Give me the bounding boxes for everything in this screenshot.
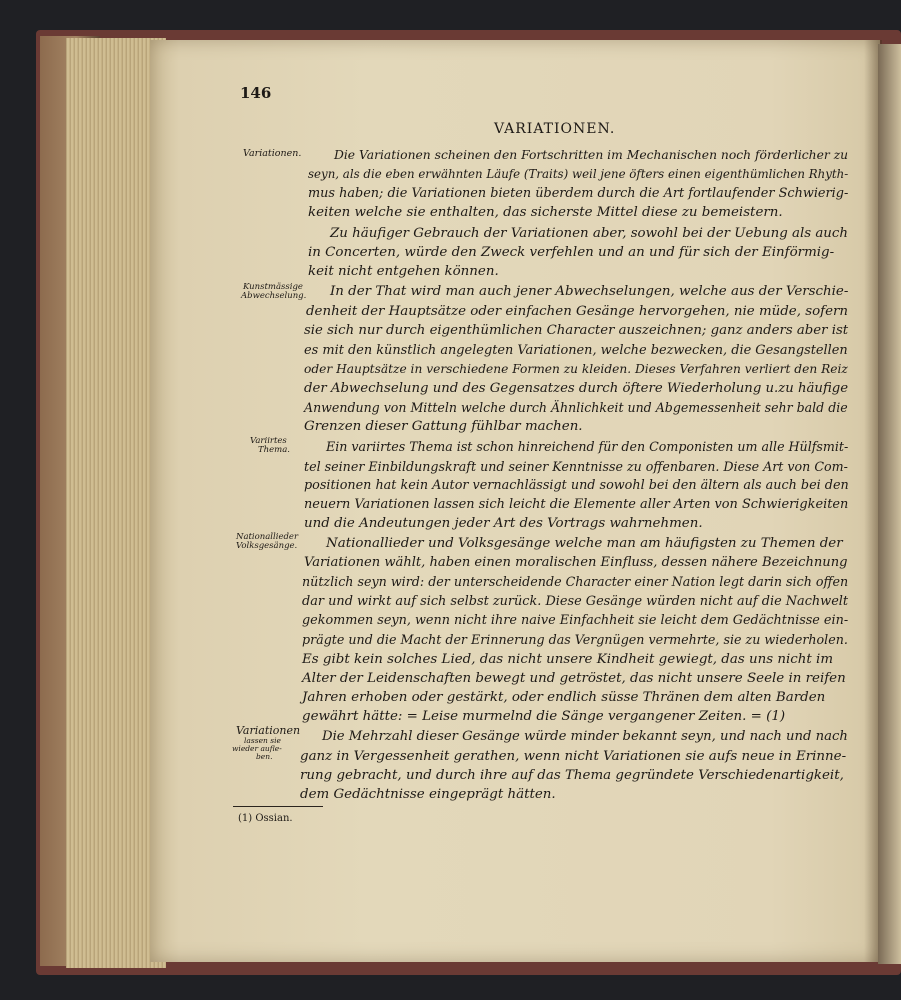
text-line: In der That wird man auch jener Abwechselungen, welche aus der Verschie- <box>330 284 849 299</box>
text-line: Zu häufiger Gebrauch der Variationen aber, sowohl bei der Uebung als auch <box>330 226 848 241</box>
text-line: gekommen seyn, wenn nicht ihre naive Einfachheit sie leicht dem Gedächtnisse ein- <box>302 613 849 628</box>
margin-note-variationen-2: Variationen <box>236 724 301 737</box>
text-line: denheit der Hauptsätze oder einfachen Gesänge hervorgehen, nie müde, sofern <box>306 304 849 319</box>
text-line: seyn, als die eben erwähnten Läufe (Traits) weil jene öfters einen eigenthümlichen Rhyth- <box>308 167 849 181</box>
margin-note-ben: ben. <box>256 752 273 761</box>
margin-note-kunstmaessige: Kunstmässige <box>243 282 303 292</box>
text-line: ganz in Vergessenheit gerathen, wenn nicht Variationen sie aufs neue in Erinne- <box>300 749 847 764</box>
text-line: keiten welche sie enthalten, das sicherste Mittel diese zu bemeistern. <box>308 205 783 220</box>
text-line: keit nicht entgehen können. <box>308 264 499 279</box>
text-line: tel seiner Einbildungskraft und seiner Kenntnisse zu offenbaren. Diese Art von Com- <box>304 459 848 474</box>
margin-note-variirtes: Variirtes <box>250 436 287 446</box>
text-line: Variationen wählt, haben einen moralischen Einfluss, dessen nähere Bezeichnung <box>304 555 848 570</box>
text-line: mus haben; die Variationen bieten überdem durch die Art fortlaufender Schwierig- <box>308 186 849 201</box>
margin-note-wieder-aufle: wieder aufle- <box>232 744 282 753</box>
text-line: Die Mehrzahl dieser Gesänge würde minder bekannt seyn, und nach und nach <box>322 729 848 744</box>
text-line: Anwendung von Mitteln welche durch Ähnlichkeit und Abgemessenheit sehr bald die <box>304 400 848 415</box>
facing-page-edge <box>878 44 901 964</box>
margin-note-lassen-sie: lassen sie <box>244 736 281 745</box>
margin-note-abwechselung: Abwechselung. <box>241 291 307 301</box>
footnote: (1) Ossian. <box>238 813 293 824</box>
margin-note-nationallieder: Nationallieder <box>236 532 299 542</box>
margin-note-volksgesaenge: Volksgesänge. <box>236 541 298 551</box>
page-number: 146 <box>240 84 272 102</box>
footnote-rule <box>233 806 323 807</box>
text-line: Es gibt kein solches Lied, das nicht unsere Kindheit gewiegt, das uns nicht im <box>302 652 834 667</box>
text-line: oder Hauptsätze in verschiedene Formen zu kleiden. Dieses Verfahren verliert den Reiz <box>304 362 848 376</box>
margin-note-thema: Thema. <box>258 445 291 455</box>
text-line: sie sich nur durch eigenthümlichen Character auszeichnen; ganz anders aber ist <box>304 323 849 338</box>
margin-note-variationen: Variationen. <box>243 148 302 159</box>
text-line: Jahren erhoben oder gestärkt, oder endlich süsse Thränen dem alten Barden <box>302 690 826 705</box>
text-line: dar und wirkt auf sich selbst zurück. Diese Gesänge würden nicht auf die Nachwelt <box>302 594 849 609</box>
text-line: in Concerten, würde den Zweck verfehlen und an und für sich der Einförmig- <box>308 245 835 260</box>
text-line: Grenzen dieser Gattung fühlbar machen. <box>304 419 583 434</box>
text-line: Ein variirtes Thema ist schon hinreichend für den Componisten um alle Hülfsmit- <box>326 439 849 454</box>
text-line: Die Variationen scheinen den Fortschritten im Mechanischen noch förderlicher zu <box>334 148 849 162</box>
text-line: prägte und die Macht der Erinnerung das Vergnügen vermehrte, sie zu wiederholen. <box>302 632 848 647</box>
text-line: rung gebracht, und durch ihre auf das Thema gegründete Verschiedenartigkeit, <box>300 768 844 783</box>
text-line: und die Andeutungen jeder Art des Vortrags wahrnehmen. <box>304 516 703 531</box>
text-line: Alter der Leidenschaften bewegt und getröstet, das nicht unsere Seele in reifen <box>302 671 846 686</box>
text-line: Nationallieder und Volksgesänge welche man am häufigsten zu Themen der <box>326 536 843 551</box>
text-line: gewährt hätte: = Leise murmelnd die Sänge vergangener Zeiten. = (1) <box>302 709 786 724</box>
text-line: der Abwechselung und des Gegensatzes durch öftere Wiederholung u.zu häufige <box>304 381 849 396</box>
text-line: dem Gedächtnisse eingeprägt hätten. <box>300 787 556 802</box>
text-line: es mit den künstlich angelegten Variationen, welche bezwecken, die Gesangstellen <box>304 343 848 358</box>
text-line: nützlich seyn wird: der unterscheidende Character einer Nation legt darin sich offen <box>302 574 849 589</box>
text-line: neuern Variationen lassen sich leicht die Elemente aller Arten von Schwierigkeiten <box>304 497 849 512</box>
text-line: positionen hat kein Autor vernachlässigt und sowohl bei den ältern als auch bei den <box>304 478 849 493</box>
page-title: VARIATIONEN. <box>494 121 616 137</box>
